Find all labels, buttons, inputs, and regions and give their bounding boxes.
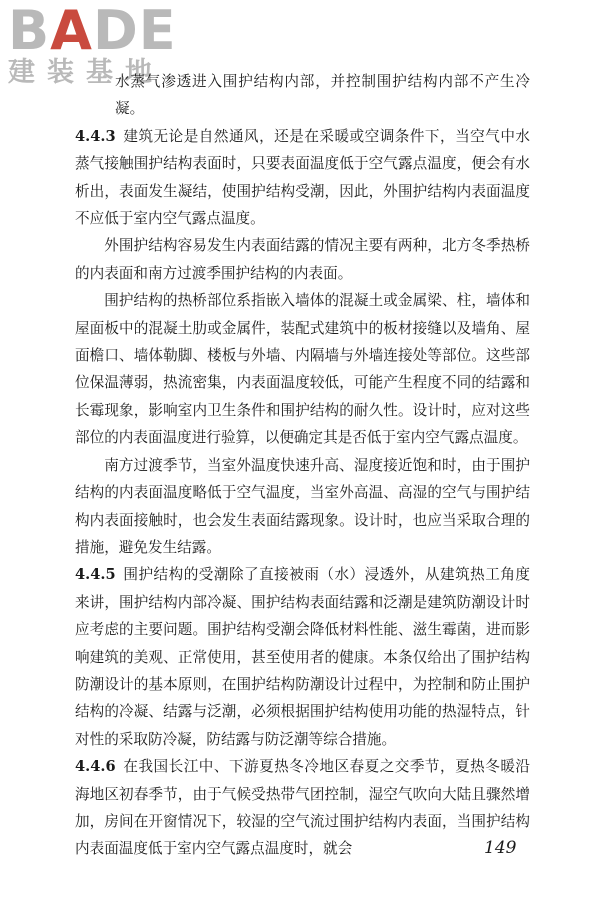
logo-letters-de: DE [92, 0, 177, 62]
paragraph [75, 232, 530, 287]
paragraph-text: 建筑无论是自然通风，还是在采暖或空调条件下，当空气中水蒸气接触围护结构表面时，只要表面温度低于空气露点温度，便会有水析出，表面发生凝结，使围护结构受潮，因此，外围护结构内表面温度不应低于室内空气露点温度。 [75, 127, 530, 228]
document-body [75, 68, 530, 863]
paragraph-text: 南方过渡季节，当室外温度快速升高、湿度接近饱和时，由于围护结构的内表面温度略低于空气温度，当室外高温、高湿的空气与围护结构内表面接触时，也会发生表面结露现象。设计时，也应当采取合理的措施，避免发生结露。 [75, 456, 530, 556]
paragraph-text: 围护结构的热桥部位系指嵌入墙体的混凝土或金属梁、柱，墙体和屋面板中的混凝土肋或金属件，装配式建筑中的板材接缝以及墙角、屋面檐口、墙体勒脚、楼板与外墙、内隔墙与外墙连接处等部位。这些部位保温薄弱，热流密集，内表面温度较低，可能产生程度不同的结露和长霉现象，影响室内卫生条件和围护结构的耐久性。设计时，应对这些部位的内表面温度进行验算，以便确定其是否低于室内空气露点温度。 [75, 292, 530, 447]
clause-number: 4.4.5 [75, 566, 116, 584]
paragraph-text: 水蒸气渗透进入围护结构内部，并控制围护结构内部不产生冷凝。 [115, 73, 530, 118]
paragraph-continuation [75, 68, 530, 123]
paragraph-text: 外围护结构容易发生内表面结露的情况主要有两种，北方冬季热桥的内表面和南方过渡季围护结构的内表面。 [75, 237, 530, 282]
logo-subtitle: 建装基地 [8, 57, 164, 88]
logo-letter-b: B [8, 0, 51, 62]
paragraph-text: 在我国长江中、下游夏热冬冷地区春夏之交季节，夏热冬暖沿海地区初春季节，由于气候受热带气团控制，湿空气吹向大陆且骤然增加，房间在开窗情况下，较湿的空气流过围护结构内表面，当围护结构内表面温度低于室内空气露点温度时，就会 [75, 758, 530, 858]
paragraph-text: 围护结构的受潮除了直接被雨（水）浸透外，从建筑热工角度来讲，围护结构内部冷凝、围护结构表面结露和泛潮是建筑防潮设计时应考虑的主要问题。围护结构受潮会降低材料性能、滋生霉菌，进而影响建筑的美观、正常使用，甚至使用者的健康。本条仅给出了围护结构防潮设计的基本原则，在围护结构防潮设计过程中，为控制和防止围护结构的冷凝、结露与泛潮，必须根据围护结构使用功能的热湿特点，针对性的采取防冷凝，防结露与防泛潮等综合措施。 [75, 566, 530, 748]
logo-wordmark [8, 0, 178, 62]
clause-number: 4.4.6 [75, 758, 116, 776]
paragraph [75, 287, 530, 451]
logo-letter-a: A [50, 0, 93, 62]
clause-4-4-3 [75, 123, 530, 233]
paragraph [75, 452, 530, 562]
page-number: 149 [484, 838, 517, 858]
clause-4-4-5 [75, 561, 530, 753]
clause-4-4-6 [75, 753, 530, 863]
clause-number: 4.4.3 [75, 127, 116, 145]
